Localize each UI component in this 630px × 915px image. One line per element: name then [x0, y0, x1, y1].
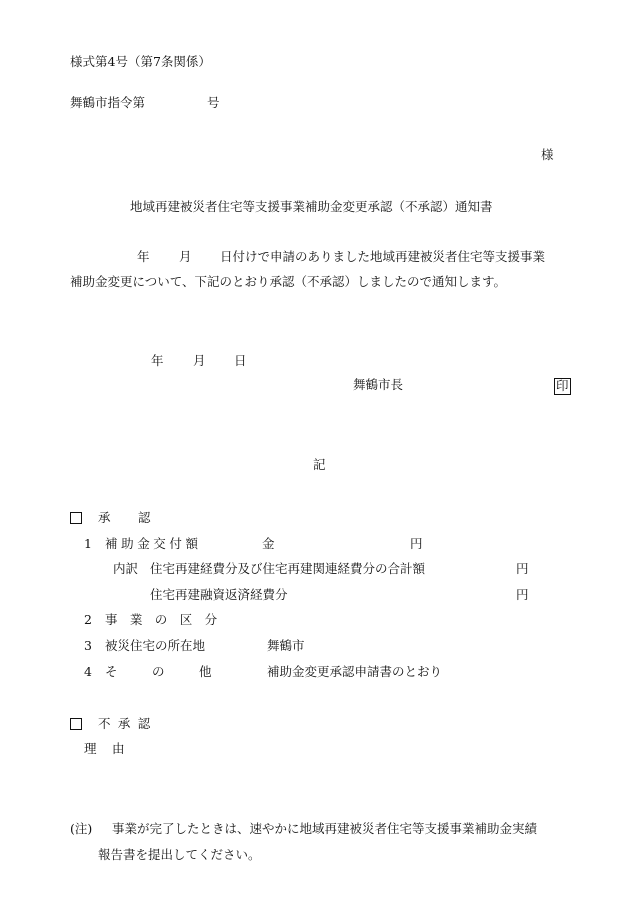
breakdown-label: 内訳	[113, 561, 139, 576]
item1-yen: 円	[410, 536, 423, 551]
item4-label-b: の	[152, 664, 165, 679]
body-month: 月	[179, 249, 192, 264]
note-line1: 事業が完了したときは、速やかに地域再建被災者住宅等支援事業補助金実績	[112, 821, 538, 836]
reason-label-a: 理	[84, 741, 97, 756]
issuer: 舞鶴市長	[353, 377, 404, 392]
body-line2: 補助金変更について、下記のとおり承認（不承認）しましたので通知します。	[70, 274, 507, 289]
breakdown2-yen: 円	[516, 587, 529, 602]
note-label: (注)	[70, 821, 93, 836]
document-title: 地域再建被災者住宅等支援事業補助金変更承認（不承認）通知書	[130, 199, 493, 214]
item2-label: 事業の区分	[105, 612, 230, 627]
item2-number: 2	[84, 612, 92, 627]
body-year: 年	[137, 249, 150, 264]
order-number-prefix: 舞鶴市指令第	[70, 95, 146, 110]
reason-label-b: 由	[112, 741, 125, 756]
item3-label: 被災住宅の所在地	[105, 638, 206, 653]
disapproval-checkbox	[70, 718, 82, 732]
disapproval-heading: 不承認	[98, 716, 158, 731]
item1-label: 補助金交付額	[105, 536, 202, 551]
ki-heading: 記	[313, 457, 326, 472]
approval-heading-b: 認	[138, 510, 151, 525]
breakdown1-label: 住宅再建経費分及び住宅再建関連経費分の合計額	[150, 561, 426, 576]
approval-checkbox	[70, 512, 82, 526]
item1-number: 1	[84, 536, 92, 551]
date-year: 年	[151, 353, 164, 368]
item4-label-a: そ	[105, 664, 118, 679]
item4-value: 補助金変更承認申請書のとおり	[267, 664, 443, 679]
body-line1: 日付けで申請のありました地域再建被災者住宅等支援事業	[220, 249, 546, 264]
note-line2: 報告書を提出してください。	[98, 847, 261, 862]
item1-kin: 金	[262, 536, 275, 551]
item3-number: 3	[84, 638, 92, 653]
date-day: 日	[234, 353, 247, 368]
breakdown1-yen: 円	[516, 561, 529, 576]
item4-label-c: 他	[199, 664, 212, 679]
date-month: 月	[193, 353, 206, 368]
order-number-suffix: 号	[207, 95, 220, 110]
breakdown2-label: 住宅再建融資返済経費分	[150, 587, 288, 602]
seal-mark: 印	[556, 378, 569, 393]
approval-heading-a: 承	[98, 510, 111, 525]
addressee-honorific: 様	[541, 147, 554, 162]
item4-number: 4	[84, 664, 92, 679]
item3-value: 舞鶴市	[267, 638, 305, 653]
form-number: 様式第4号（第7条関係）	[70, 54, 211, 69]
